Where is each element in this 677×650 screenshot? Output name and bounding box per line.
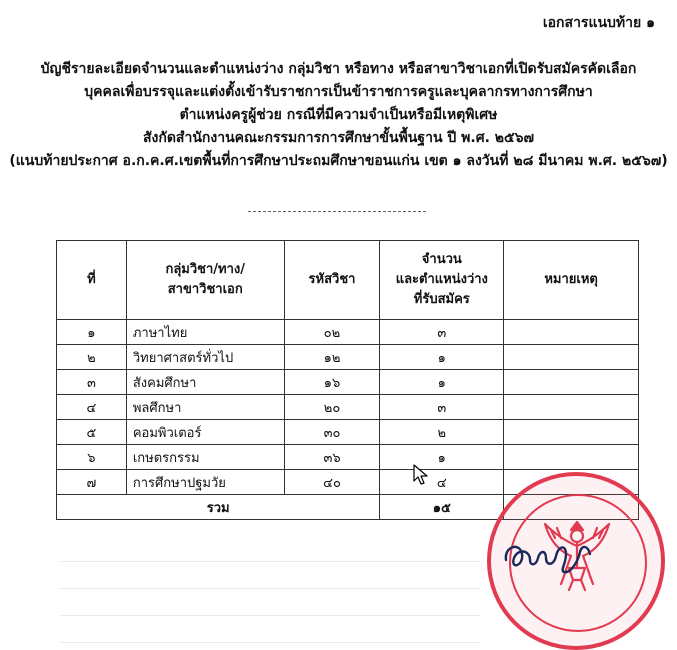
row-subject: คอมพิวเตอร์ (126, 420, 284, 445)
row-subject: ภาษาไทย (126, 320, 284, 345)
row-code: ๑๒ (284, 345, 380, 370)
heading-line-4: สังกัดสำนักงานคณะกรรมการการศึกษาขั้นพื้นฐาน ปี พ.ศ. ๒๕๖๗ (142, 130, 535, 146)
header-code: รหัสวิชา (284, 241, 380, 320)
row-qty: ๓ (380, 320, 504, 345)
row-qty: ๓ (380, 395, 504, 420)
header-qty-line-2: และตำแหน่งว่าง (395, 272, 488, 287)
row-remark (504, 320, 639, 345)
mouse-pointer-icon (413, 464, 429, 486)
dashed-separator (248, 211, 426, 212)
row-no: ๔ (57, 395, 127, 420)
heading-line-2: บุคคลเพื่อบรรจุและแต่งตั้งเข้ารับราชการเป็นข้าราชการครูและบุคลากรทางการศึกษา (84, 84, 593, 100)
document-heading (0, 58, 677, 173)
signature-mark (500, 536, 596, 576)
row-qty: ๒ (380, 420, 504, 445)
attachment-label: เอกสารแนบท้าย ๑ (542, 15, 655, 31)
row-remark (504, 445, 639, 470)
table-row (57, 395, 639, 420)
table-row (57, 420, 639, 445)
row-no: ๑ (57, 320, 127, 345)
heading-line-3: ตำแหน่งครูผู้ช่วย กรณีที่มีความจำเป็นหรือมีเหตุพิเศษ (179, 107, 498, 123)
row-code: ๑๖ (284, 370, 380, 395)
row-remark (504, 370, 639, 395)
row-no: ๕ (57, 420, 127, 445)
header-qty-line-1: จำนวน (421, 252, 462, 267)
row-qty: ๑ (380, 445, 504, 470)
table-row (57, 445, 639, 470)
total-label: รวม (57, 495, 380, 520)
row-subject: พลศึกษา (126, 395, 284, 420)
row-qty: ๑ (380, 370, 504, 395)
row-no: ๒ (57, 345, 127, 370)
header-remark: หมายเหตุ (504, 241, 639, 320)
row-code: ๓๐ (284, 420, 380, 445)
total-value: ๑๕ (380, 495, 504, 520)
row-remark (504, 345, 639, 370)
table-row (57, 320, 639, 345)
row-subject: การศึกษาปฐมวัย (126, 470, 284, 495)
row-subject: วิทยาศาสตร์ทั่วไป (126, 345, 284, 370)
row-qty: ๑ (380, 345, 504, 370)
header-subject-line-2: สาขาวิชาเอก (167, 282, 243, 297)
row-code: ๐๒ (284, 320, 380, 345)
row-subject: เกษตรกรรม (126, 445, 284, 470)
row-no: ๓ (57, 370, 127, 395)
row-qty: ๔ (380, 470, 504, 495)
row-code: ๓๖ (284, 445, 380, 470)
header-subject (126, 241, 284, 320)
row-remark (504, 395, 639, 420)
row-remark (504, 420, 639, 445)
row-code: ๒๐ (284, 395, 380, 420)
header-subject-line-1: กลุ่มวิชา/ทาง/ (165, 262, 245, 277)
row-no: ๖ (57, 445, 127, 470)
table-row (57, 370, 639, 395)
row-code: ๔๐ (284, 470, 380, 495)
bleed-through-lines (60, 535, 480, 643)
table-row (57, 345, 639, 370)
row-subject: สังคมศึกษา (126, 370, 284, 395)
header-qty-line-3: ที่รับสมัคร (413, 292, 470, 307)
header-quantity (380, 241, 504, 320)
row-no: ๗ (57, 470, 127, 495)
header-no: ที่ (57, 241, 127, 320)
heading-line-1: บัญชีรายละเอียดจำนวนและตำแหน่งว่าง กลุ่มวิชา หรือทาง หรือสาขาวิชาเอกที่เปิดรับสมัครคัดเลือก (40, 61, 637, 77)
table-header-row (57, 241, 639, 320)
heading-line-5: (แนบท้ายประกาศ อ.ก.ค.ศ.เขตพื้นที่การศึกษาประถมศึกษาขอนแก่น เขต ๑ ลงวันที่ ๒๘ มีนาคม พ.ศ. ๒๕๖๗) (9, 153, 668, 169)
